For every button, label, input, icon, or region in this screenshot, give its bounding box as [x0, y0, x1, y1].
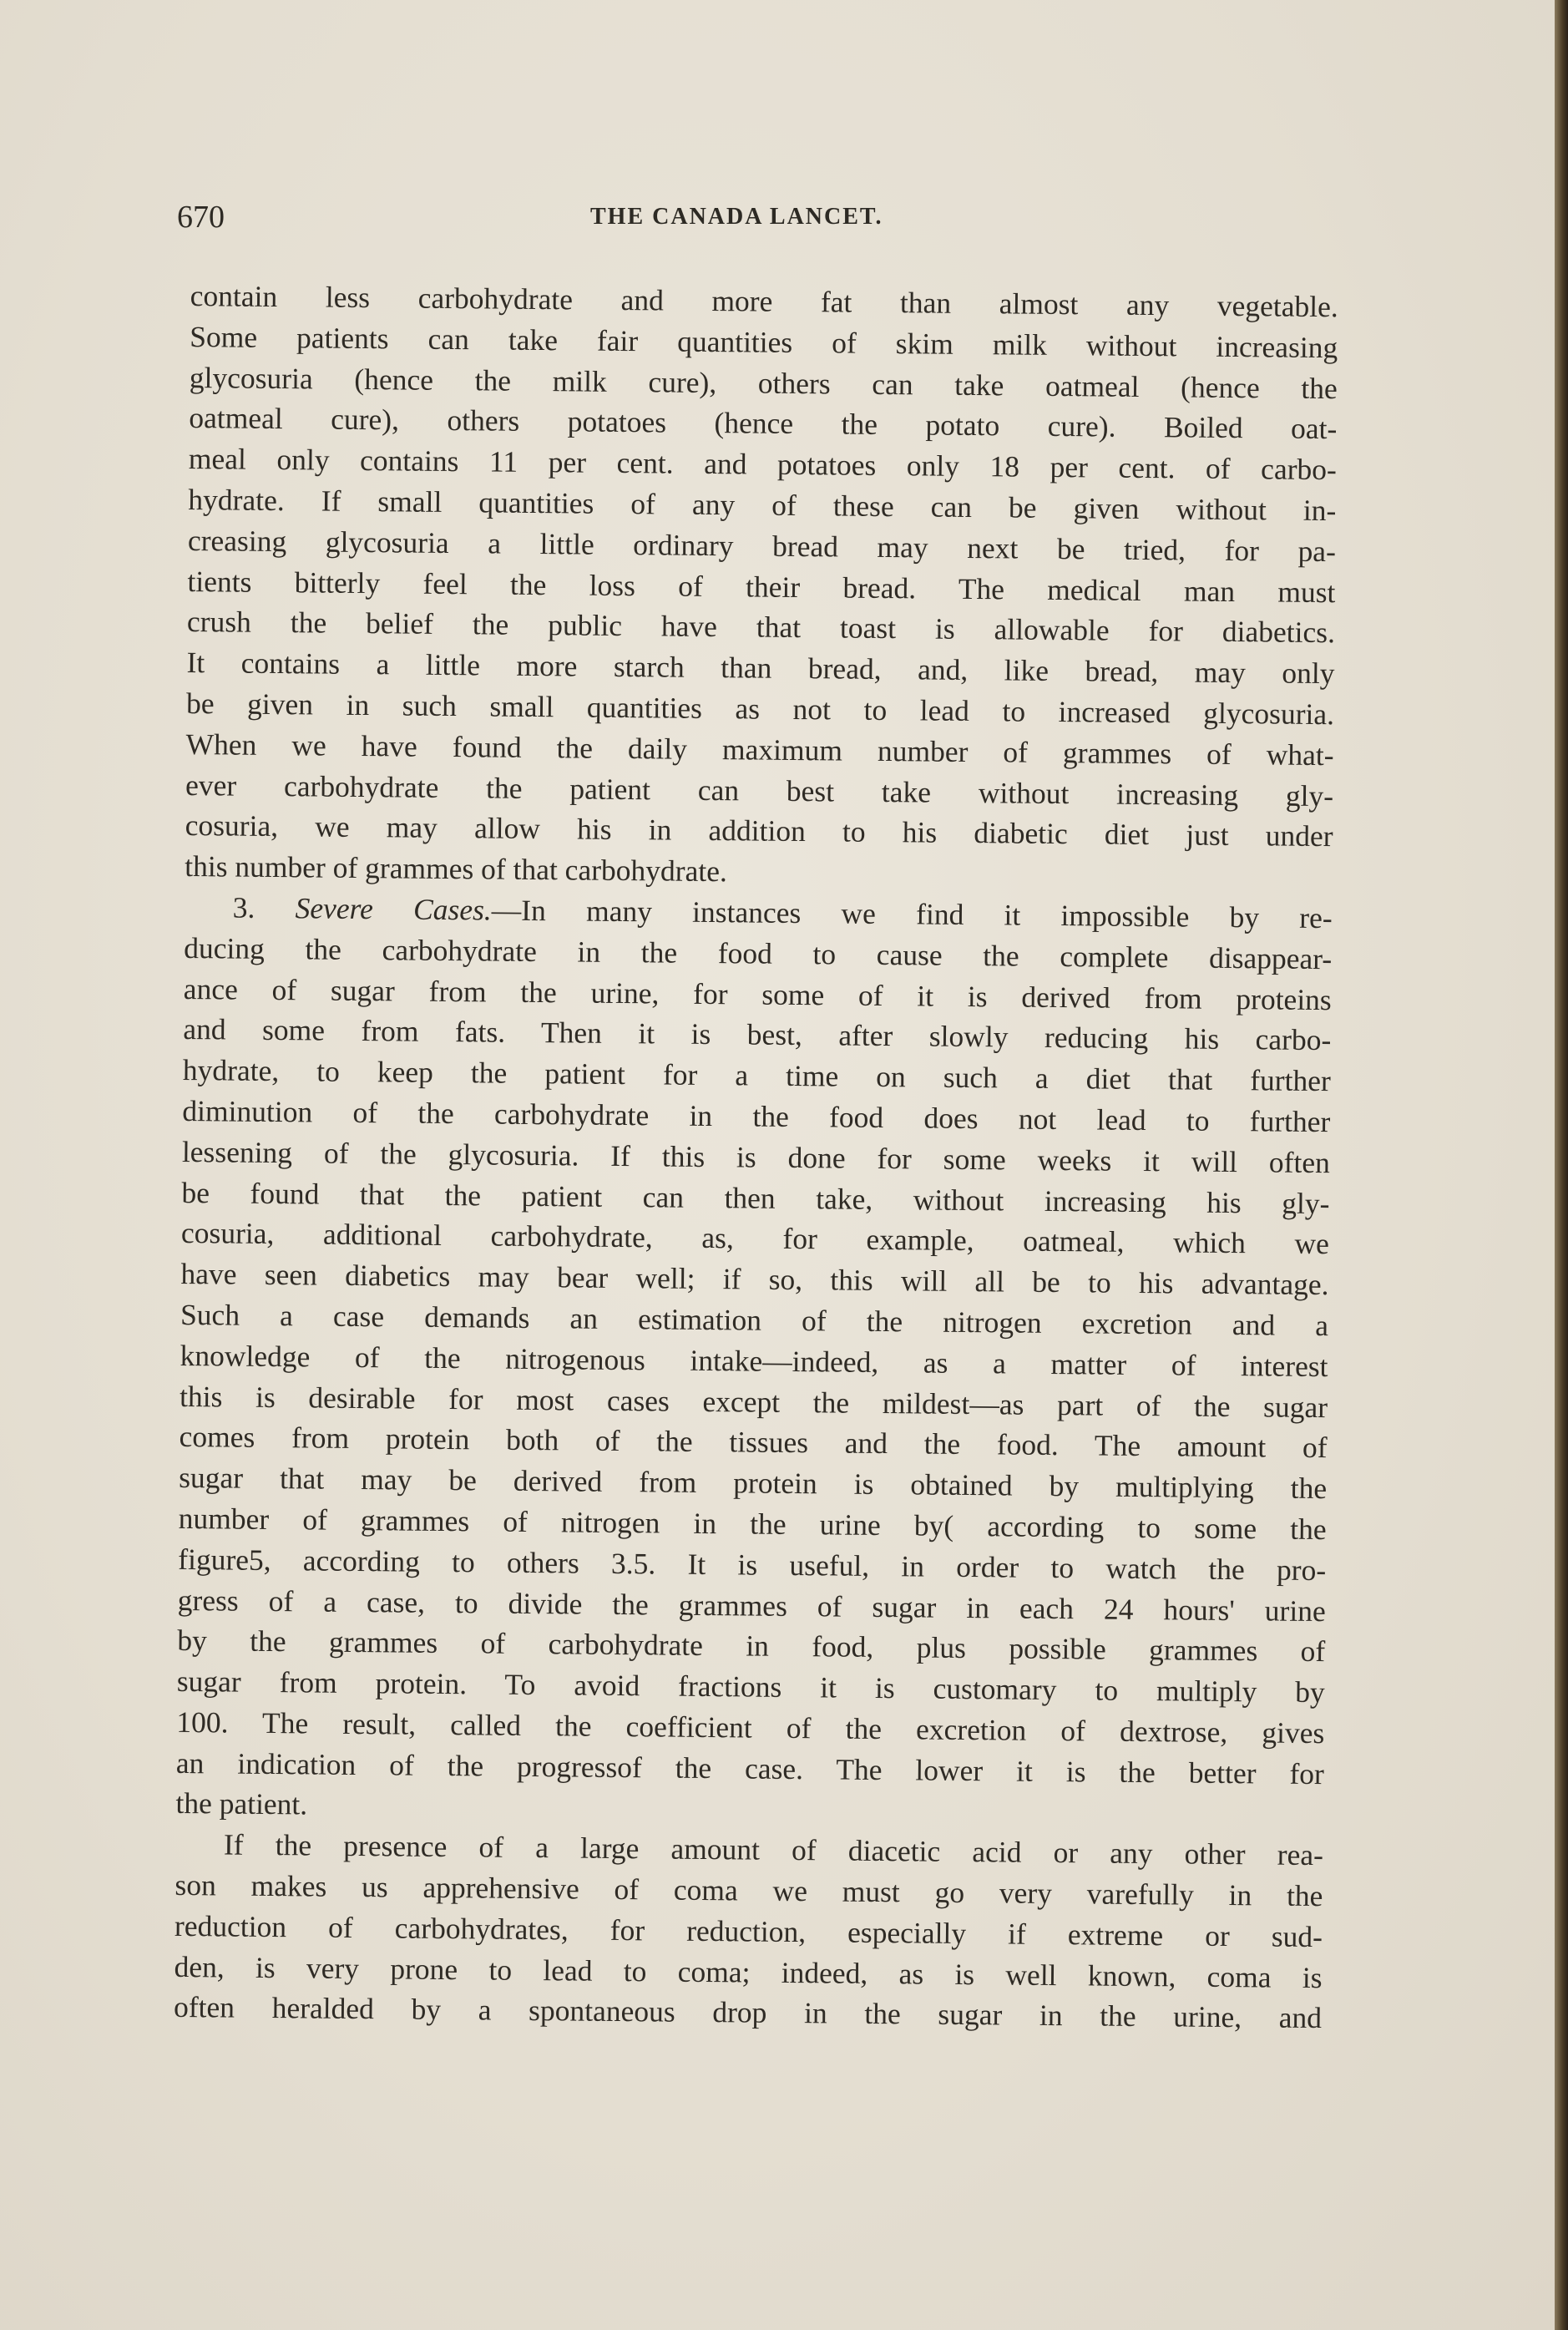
- paragraph-3: [174, 1824, 1323, 2039]
- text-line: contain less carbohydrate and more fat than almost any vegetable.: [190, 278, 1338, 324]
- text-line: creasing glycosuria a little ordinary bread may next be tried, for pa-: [187, 523, 1337, 568]
- text-line: ever carbohydrate the patient can best take without increasing gly-: [185, 767, 1334, 813]
- text-line: cosuria, we may allow his in addition to his diabetic diet just under: [185, 808, 1333, 853]
- text-line: ance of sugar from the urine, for some of it is derived from proteins: [183, 971, 1332, 1016]
- text-line: hydrate. If small quantities of any of these can be given without in-: [188, 482, 1337, 528]
- text-line: gress of a case, to divide the grammes of sugar in each 24 hours' urine: [177, 1583, 1326, 1628]
- text-line: be given in such small quantities as not to lead to increased glycosuria.: [185, 686, 1335, 732]
- body-text: [174, 276, 1338, 2039]
- text-line: this is desirable for most cases except the mildest—as part of the sugar: [179, 1379, 1328, 1424]
- text-line: lessening of the glycosuria. If this is done for some weeks it will often: [181, 1134, 1331, 1179]
- text-line: sugar that may be derived from protein is obtained by multiplying the: [178, 1461, 1328, 1506]
- text-line: by the grammes of carbohydrate in food, plus possible grammes of: [177, 1623, 1326, 1669]
- text-line: ducing the carbohydrate in the food to cause the complete disappear-: [184, 930, 1333, 975]
- text-line: den, is very prone to lead to coma; indeed, as is well known, coma is: [174, 1949, 1323, 1994]
- paragraph-1: [185, 276, 1338, 898]
- text-line: oatmeal cure), others potatoes (hence the potato cure). Boiled oat-: [189, 401, 1338, 446]
- page-header: [177, 199, 1329, 249]
- text-line: number of grammes of nitrogen in the urine by( according to some the: [178, 1501, 1327, 1547]
- text-line: an indication of the progressof the case. The lower it is the better for: [175, 1745, 1325, 1791]
- text-line: son makes us apprehensive of coma we must go very varefully in the: [175, 1867, 1323, 1913]
- text-line: glycosuria (hence the milk cure), others can take oatmeal (hence the: [189, 360, 1338, 405]
- book-spine-edge: [1555, 0, 1568, 2330]
- text-line: figure5, according to others 3.5. It is useful, in order to watch the pro-: [178, 1542, 1327, 1587]
- text-line: have seen diabetics may bear well; if so, this will all be to his advantage.: [180, 1257, 1329, 1302]
- text-line: Such a case demands an estimation of the nitrogen excretion and a: [180, 1297, 1329, 1343]
- text-line: be found that the patient can then take, without increasing his gly-: [181, 1175, 1330, 1220]
- text-line: the patient.: [175, 1786, 308, 1821]
- paragraph-2: [175, 887, 1333, 1835]
- text-line: this number of grammes of that carbohydrate.: [185, 849, 728, 889]
- text-line: diminution of the carbohydrate in the food does not lead to further: [182, 1093, 1331, 1139]
- text-line: reduction of carbohydrates, for reduction, especially if extreme or sud-: [174, 1908, 1323, 1953]
- text-line: cosuria, additional carbohydrate, as, for example, oatmeal, which we: [180, 1216, 1330, 1261]
- section-heading: Severe Cases.: [295, 891, 492, 927]
- running-head: THE CANADA LANCET.: [590, 204, 883, 230]
- text-line: tients bitterly feel the loss of their bread. The medical man must: [187, 564, 1336, 609]
- text-line: meal only contains 11 per cent. and potatoes only 18 per cent. of carbo-: [188, 442, 1338, 487]
- text-line: If the presence of a large amount of diacetic acid or any other rea-: [223, 1827, 1324, 1872]
- text-line: When we have found the daily maximum number of grammes of what-: [185, 727, 1334, 772]
- text-line: It contains a little more starch than bread, and, like bread, may only: [186, 646, 1335, 691]
- text-line: often heralded by a spontaneous drop in the sugar in the urine, and: [173, 1990, 1323, 2035]
- text-fragment: —In many instances we find it impossible by re-: [491, 893, 1333, 935]
- text-line: comes from protein both of the tissues and the food. The amount of: [179, 1420, 1328, 1465]
- text-line: and some from fats. Then it is best, after slowly reducing his carbo-: [183, 1012, 1332, 1057]
- text-line: crush the belief the public have that toast is allowable for diabetics.: [186, 605, 1336, 650]
- text-line: sugar from protein. To avoid fractions it is customary to multiply by: [176, 1664, 1325, 1710]
- text-line: knowledge of the nitrogenous intake—indeed, as a matter of interest: [180, 1338, 1328, 1383]
- page-number: 670: [177, 200, 225, 235]
- text-line: hydrate, to keep the patient for a time on such a diet that further: [182, 1053, 1331, 1098]
- text-line: 100. The result, called the coefficient of the excretion of dextrose, gives: [176, 1704, 1325, 1750]
- section-number: 3.: [232, 890, 255, 924]
- text-line: Some patients can take fair quantities of skim milk without increasing: [190, 319, 1338, 364]
